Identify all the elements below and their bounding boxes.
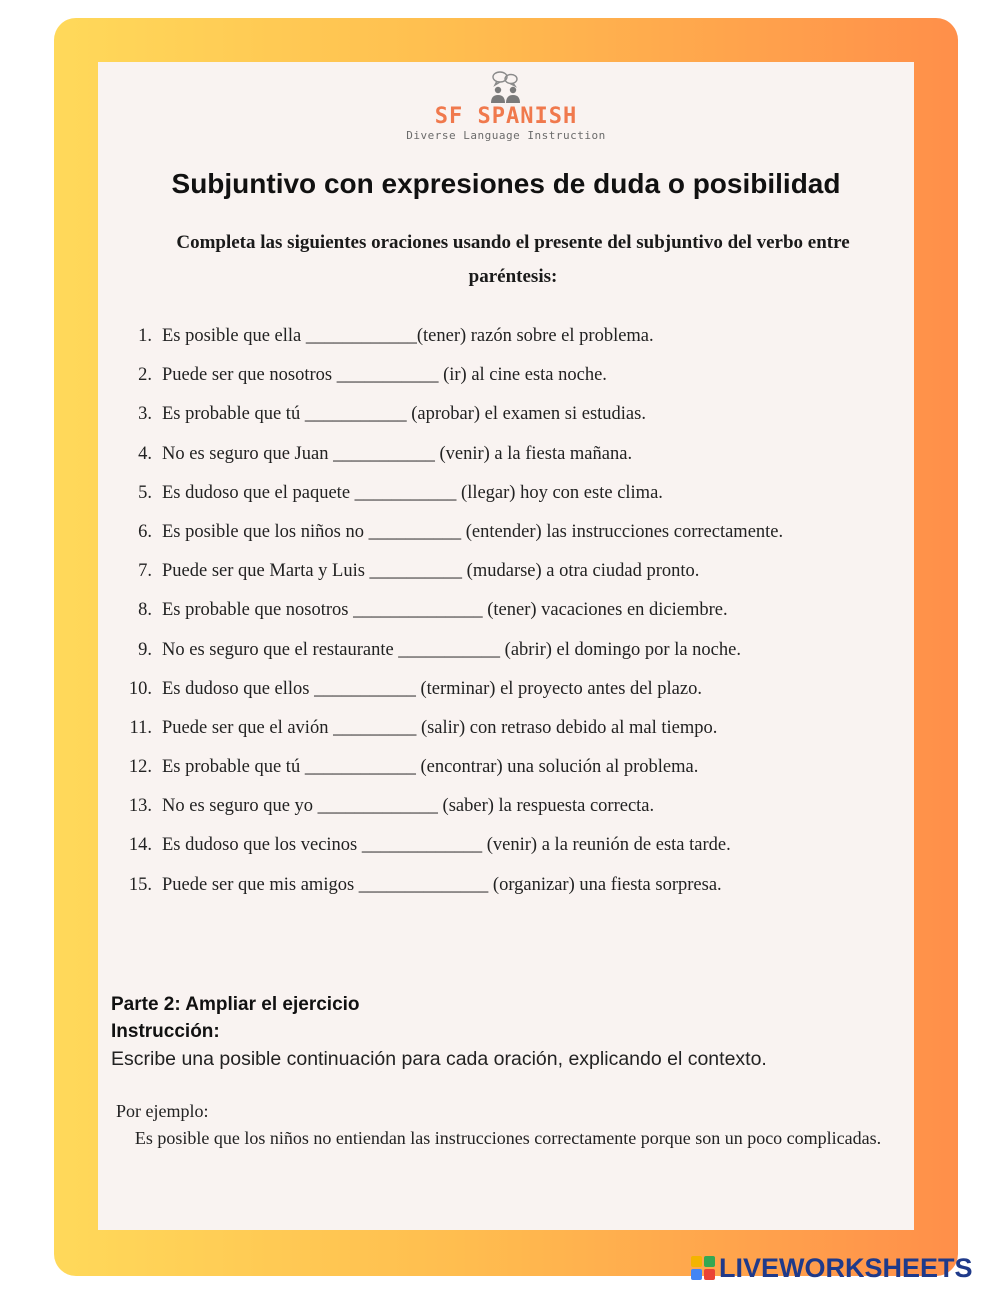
exercise-item[interactable] (126, 359, 906, 398)
item-text: Puede ser que Marta y Luis __________ (mudarse) a otra ciudad pronto. (162, 561, 700, 582)
exercise-list (126, 320, 906, 908)
exercise-item[interactable] (126, 555, 906, 594)
part2-instruction-text: Escribe una posible continuación para cada oración, explicando el contexto. (111, 1048, 767, 1070)
item-number: 13. (128, 796, 152, 817)
speech-bubbles-people-icon (484, 70, 528, 104)
item-number: 6. (138, 521, 152, 542)
item-text: Puede ser que el avión _________ (salir) con retraso debido al mal tiempo. (162, 717, 718, 738)
example-label: Por ejemplo: (116, 1101, 209, 1121)
item-number: 2. (138, 365, 152, 386)
exercise-item[interactable] (126, 594, 906, 633)
item-text: Es dudoso que el paquete ___________ (llegar) hoy con este clima. (162, 482, 663, 503)
exercise-item[interactable] (126, 829, 906, 868)
item-number: 8. (138, 600, 152, 621)
item-text: Es probable que nosotros ______________ (tener) vacaciones en diciembre. (162, 600, 728, 621)
item-text: No es seguro que el restaurante ___________ (abrir) el domingo por la noche. (162, 639, 741, 660)
item-text: Puede ser que nosotros ___________ (ir) al cine esta noche. (162, 365, 607, 386)
item-number: 3. (138, 404, 152, 425)
item-text: Puede ser que mis amigos ______________ (organizar) una fiesta sorpresa. (162, 874, 722, 895)
example-text: Es posible que los niños no entiendan las instrucciones correctamente porque son un poco complicadas. (134, 1128, 882, 1148)
liveworksheets-live-icon (690, 1255, 716, 1281)
exercise-item[interactable] (126, 712, 906, 751)
exercise-item[interactable] (126, 477, 906, 516)
item-number: 4. (138, 443, 152, 464)
item-number: 15. (128, 874, 152, 895)
logo-title: SF SPANISH (434, 104, 578, 129)
item-text: No es seguro que yo _____________ (saber) la respuesta correcta. (162, 796, 655, 817)
exercise-item[interactable] (126, 751, 906, 790)
worksheet (98, 62, 914, 1230)
worksheet-title: Subjuntivo con expresiones de duda o posibilidad (171, 168, 841, 199)
exercise-item[interactable] (126, 438, 906, 477)
exercise-item[interactable] (126, 790, 906, 829)
exercise-item[interactable] (126, 673, 906, 712)
item-number: 11. (129, 717, 152, 738)
item-text: Es posible que los niños no __________ (entender) las instrucciones correctamente. (162, 521, 784, 542)
item-number: 1. (138, 326, 152, 346)
exercise-item[interactable] (126, 516, 906, 555)
item-number: 9. (138, 639, 152, 660)
part2-heading: Parte 2: Ampliar el ejercicio (111, 994, 360, 1015)
liveworksheets-wordmark: LIVEWORKSHEETS (719, 1253, 973, 1283)
item-text: Es dudoso que los vecinos _____________ (venir) a la reunión de esta tarde. (162, 835, 731, 856)
exercise-item[interactable] (126, 398, 906, 437)
item-text: Es posible que ella ____________(tener) razón sobre el problema. (162, 326, 654, 346)
item-text: Es dudoso que ellos ___________ (terminar) el proyecto antes del plazo. (162, 678, 702, 699)
exercise-item[interactable] (126, 320, 906, 359)
sf-spanish-logo (98, 70, 914, 143)
exercise-item[interactable] (126, 634, 906, 673)
instruction-text: Completa las siguientes oraciones usando el presente del subjuntivo del verbo entre paréntesis: (176, 232, 850, 287)
logo-subtitle: Diverse Language Instruction (406, 129, 606, 142)
item-text: No es seguro que Juan ___________ (venir) a la fiesta mañana. (162, 443, 633, 464)
item-number: 12. (128, 757, 152, 778)
item-text: Es probable que tú ____________ (encontrar) una solución al problema. (162, 757, 699, 778)
item-number: 7. (138, 561, 152, 582)
item-number: 5. (138, 482, 152, 503)
item-number: 14. (128, 835, 152, 856)
item-text: Es probable que tú ___________ (aprobar) el examen si estudias. (162, 404, 646, 425)
item-number: 10. (128, 678, 152, 699)
liveworksheets-badge[interactable] (690, 1252, 973, 1284)
part2-instruction-label: Instrucción: (111, 1021, 220, 1042)
exercise-item[interactable] (126, 869, 906, 908)
